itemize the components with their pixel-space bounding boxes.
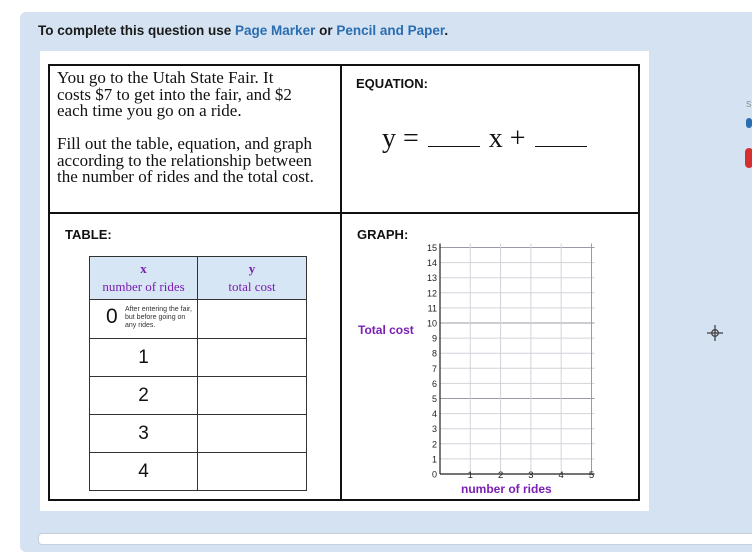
y-tick-label: 0 (431, 469, 437, 480)
table-row (90, 415, 307, 453)
x-cell: 4 (90, 453, 198, 491)
story-line: the number of rides and the total cost. (57, 167, 314, 186)
worksheet-divider-vertical (340, 64, 342, 501)
y-tick-label: 1 (431, 454, 437, 465)
x-variable: x (140, 261, 147, 276)
graph-x-axis-label: number of rides (461, 482, 552, 496)
y-tick-label: 4 (431, 409, 437, 420)
graph-y-axis-label: Total cost (358, 323, 414, 337)
worksheet-divider-horizontal (48, 212, 640, 214)
instruction-suffix: . (444, 23, 449, 38)
data-table (89, 256, 307, 491)
table-row (90, 453, 307, 491)
next-question-box (38, 533, 752, 545)
table-row (90, 339, 307, 377)
intercept-blank (535, 126, 587, 147)
x-column-header (90, 257, 198, 300)
instruction-prefix: To complete this question use (38, 23, 236, 38)
y-tick-label: 8 (431, 348, 437, 359)
story-line: Fill out the table, equation, and graph (57, 134, 312, 153)
x-tick-label: 3 (528, 470, 534, 481)
y-description: total cost (228, 279, 276, 294)
equation-label: EQUATION: (356, 76, 428, 91)
move-cursor-icon (707, 325, 723, 341)
y-tick-label: 9 (431, 333, 437, 344)
x-tick-label: 4 (558, 470, 564, 481)
y-tick-label: 15 (426, 243, 437, 253)
x-tick-label: 5 (588, 470, 595, 481)
slope-blank (428, 126, 480, 147)
x-tick-label: 1 (467, 470, 473, 481)
y-cell[interactable] (198, 377, 307, 415)
story-line: You go to the Utah State Fair. It (57, 68, 274, 87)
page-marker-link[interactable]: Page Marker (235, 23, 316, 38)
y-tick-label: 6 (431, 378, 437, 389)
sidebar-tab-blue[interactable] (746, 118, 752, 128)
y-tick-label: 2 (431, 439, 437, 450)
y-column-header (198, 257, 307, 300)
y-cell[interactable] (198, 415, 307, 453)
coordinate-grid[interactable] (420, 228, 610, 488)
y-cell[interactable] (198, 300, 307, 339)
x-cell: 2 (90, 377, 198, 415)
y-cell[interactable] (198, 453, 307, 491)
x-cell-zero (90, 300, 198, 339)
table-row (90, 377, 307, 415)
table-row (90, 300, 307, 339)
story-paragraph-2 (57, 136, 342, 186)
story-line: according to the relationship between (57, 150, 312, 170)
x-description: number of rides (102, 279, 185, 294)
pencil-and-paper-link[interactable]: Pencil and Paper (336, 23, 445, 38)
equation-lhs: y = (382, 123, 419, 154)
y-tick-label: 14 (426, 258, 437, 269)
sidebar-tab-red[interactable] (745, 148, 752, 168)
y-tick-label: 10 (426, 318, 437, 329)
story-paragraph-1 (57, 70, 342, 120)
y-tick-label: 11 (427, 303, 437, 314)
zero-value: 0 (106, 305, 118, 328)
x-cell: 3 (90, 415, 198, 453)
sidebar-letter: S (746, 100, 752, 109)
story-line: costs $7 to get into the fair, and $2 (57, 84, 292, 104)
table-label: TABLE: (65, 227, 112, 242)
graph-label: GRAPH: (357, 227, 409, 242)
y-tick-label: 3 (431, 424, 437, 435)
y-tick-label: 7 (431, 363, 437, 374)
table-header-row (90, 257, 307, 300)
y-tick-label: 5 (431, 394, 437, 404)
y-variable: y (248, 261, 256, 276)
equation (382, 123, 589, 155)
story-line: each time you go on a ride. (57, 101, 242, 120)
y-cell[interactable] (198, 339, 307, 377)
x-tick-label: 2 (497, 470, 504, 481)
equation-mid: x + (488, 123, 526, 154)
y-tick-label: 13 (426, 273, 437, 284)
zero-note: After entering the fair, but before going on any rides. (125, 306, 192, 329)
x-cell: 1 (90, 339, 198, 377)
instruction-text (38, 23, 448, 38)
instruction-middle: or (315, 23, 337, 38)
y-tick-label: 12 (426, 288, 437, 299)
